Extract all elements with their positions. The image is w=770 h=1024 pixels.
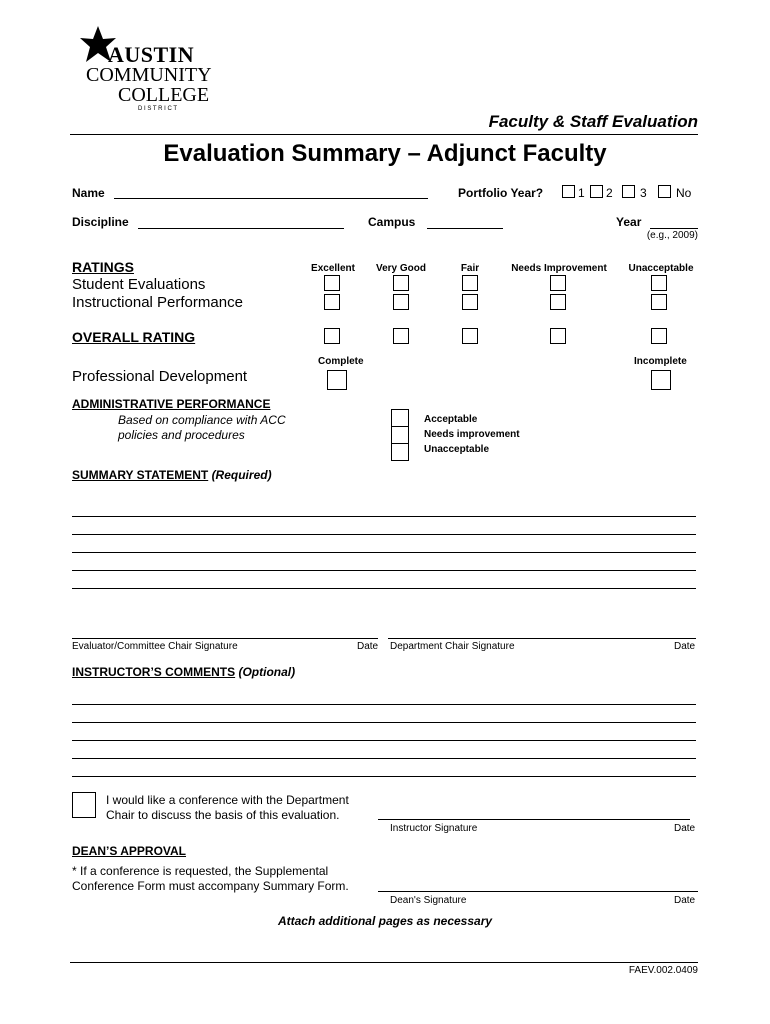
footer-rule bbox=[70, 962, 698, 963]
summary-qualifier: (Required) bbox=[211, 468, 272, 482]
college-logo bbox=[78, 24, 212, 114]
year-hint: (e.g., 2009) bbox=[646, 230, 698, 241]
admin-note-line2: policies and procedures bbox=[118, 428, 245, 442]
portfolio-option-no-label: No bbox=[676, 186, 692, 200]
overall-fair-checkbox[interactable] bbox=[462, 328, 478, 344]
portfolio-option-1-checkbox[interactable] bbox=[562, 185, 575, 198]
portfolio-option-3-checkbox[interactable] bbox=[622, 185, 635, 198]
instr-perf-excellent-checkbox[interactable] bbox=[324, 294, 340, 310]
instr-perf-needs-improvement-checkbox[interactable] bbox=[550, 294, 566, 310]
year-field-line[interactable] bbox=[650, 228, 698, 229]
rating-row-instructional-performance: Instructional Performance bbox=[72, 294, 243, 311]
dean-approval-heading: DEAN’S APPROVAL bbox=[72, 844, 187, 858]
admin-option-acceptable: Acceptable bbox=[424, 414, 478, 425]
evaluator-signature-line[interactable] bbox=[72, 638, 378, 639]
logo-line-district: D I S T R I C T bbox=[138, 106, 178, 112]
dept-signature-line[interactable] bbox=[388, 638, 696, 639]
summary-line-3[interactable] bbox=[72, 552, 696, 553]
admin-note-line1: Based on compliance with ACC bbox=[118, 413, 286, 427]
dept-signature-label: Department Chair Signature bbox=[390, 641, 515, 652]
portfolio-option-2-checkbox[interactable] bbox=[590, 185, 603, 198]
name-field-line[interactable] bbox=[114, 198, 428, 199]
form-code: FAEV.002.0409 bbox=[628, 965, 698, 976]
portfolio-label: Portfolio Year? bbox=[458, 186, 544, 200]
form-subtitle: Faculty & Staff Evaluation bbox=[488, 112, 698, 131]
dean-date-label: Date bbox=[674, 895, 696, 906]
summary-heading-text: SUMMARY STATEMENT bbox=[72, 468, 209, 482]
summary-line-1[interactable] bbox=[72, 516, 696, 517]
summary-heading bbox=[72, 468, 272, 482]
rating-row-student-evaluations: Student Evaluations bbox=[72, 276, 206, 293]
campus-label: Campus bbox=[368, 215, 416, 229]
professional-incomplete-checkbox[interactable] bbox=[651, 370, 671, 390]
complete-label: Complete bbox=[318, 356, 364, 367]
header-rule bbox=[70, 134, 698, 135]
page-title: Evaluation Summary – Adjunct Faculty bbox=[163, 140, 607, 167]
portfolio-option-no-checkbox[interactable] bbox=[658, 185, 671, 198]
rating-col-fair: Fair bbox=[460, 263, 480, 274]
attach-note: Attach additional pages as necessary bbox=[277, 914, 493, 928]
dean-signature-line[interactable] bbox=[378, 891, 698, 892]
admin-needs-improvement-checkbox[interactable] bbox=[391, 426, 409, 444]
evaluator-date-label: Date bbox=[357, 641, 379, 652]
dept-date-label: Date bbox=[674, 641, 696, 652]
comments-heading-text: INSTRUCTOR’S COMMENTS bbox=[72, 665, 236, 679]
incomplete-label: Incomplete bbox=[634, 356, 687, 367]
instructor-date-label: Date bbox=[674, 823, 696, 834]
dean-signature-label: Dean's Signature bbox=[390, 895, 467, 906]
comments-line-2[interactable] bbox=[72, 722, 696, 723]
conference-text-line2: Chair to discuss the basis of this evaluation. bbox=[106, 808, 340, 822]
rating-col-very-good: Very Good bbox=[375, 263, 426, 274]
instr-perf-fair-checkbox[interactable] bbox=[462, 294, 478, 310]
campus-field-line[interactable] bbox=[427, 228, 503, 229]
comments-line-3[interactable] bbox=[72, 740, 696, 741]
dean-note-line2: Conference Form must accompany Summary Form. bbox=[72, 879, 349, 893]
student-eval-unacceptable-checkbox[interactable] bbox=[651, 275, 667, 291]
instr-perf-unacceptable-checkbox[interactable] bbox=[651, 294, 667, 310]
discipline-label: Discipline bbox=[72, 215, 129, 229]
comments-heading bbox=[72, 665, 295, 679]
student-eval-needs-improvement-checkbox[interactable] bbox=[550, 275, 566, 291]
portfolio-option-2-label: 2 bbox=[606, 186, 613, 200]
summary-line-2[interactable] bbox=[72, 534, 696, 535]
year-label: Year bbox=[616, 215, 642, 229]
rating-col-needs-improvement: Needs Improvement bbox=[511, 263, 607, 274]
comments-qualifier: (Optional) bbox=[238, 665, 296, 679]
student-eval-excellent-checkbox[interactable] bbox=[324, 275, 340, 291]
logo-line-college: COLLEGE bbox=[118, 84, 210, 106]
admin-option-needs-improvement: Needs improvement bbox=[424, 429, 520, 440]
logo-line-community: COMMUNITY bbox=[86, 64, 212, 86]
student-eval-very-good-checkbox[interactable] bbox=[393, 275, 409, 291]
instr-perf-very-good-checkbox[interactable] bbox=[393, 294, 409, 310]
instructor-signature-label: Instructor Signature bbox=[390, 823, 478, 834]
portfolio-option-1-label: 1 bbox=[578, 186, 585, 200]
overall-very-good-checkbox[interactable] bbox=[393, 328, 409, 344]
professional-development-label: Professional Development bbox=[72, 368, 248, 385]
comments-line-1[interactable] bbox=[72, 704, 696, 705]
student-eval-fair-checkbox[interactable] bbox=[462, 275, 478, 291]
conference-text-line1: I would like a conference with the Department bbox=[106, 793, 349, 807]
instructor-signature-line[interactable] bbox=[378, 819, 690, 820]
overall-rating-heading: OVERALL RATING bbox=[72, 329, 196, 345]
evaluator-signature-label: Evaluator/Committee Chair Signature bbox=[72, 641, 238, 652]
rating-col-unacceptable: Unacceptable bbox=[628, 263, 694, 274]
overall-excellent-checkbox[interactable] bbox=[324, 328, 340, 344]
comments-line-5[interactable] bbox=[72, 776, 696, 777]
summary-line-5[interactable] bbox=[72, 588, 696, 589]
discipline-field-line[interactable] bbox=[138, 228, 344, 229]
rating-col-excellent: Excellent bbox=[311, 263, 355, 274]
conference-checkbox[interactable] bbox=[72, 792, 96, 818]
professional-complete-checkbox[interactable] bbox=[327, 370, 347, 390]
overall-needs-improvement-checkbox[interactable] bbox=[550, 328, 566, 344]
admin-acceptable-checkbox[interactable] bbox=[391, 409, 409, 427]
dean-note-line1: * If a conference is requested, the Supplemental bbox=[72, 864, 329, 878]
portfolio-option-3-label: 3 bbox=[640, 186, 647, 200]
summary-line-4[interactable] bbox=[72, 570, 696, 571]
admin-unacceptable-checkbox[interactable] bbox=[391, 443, 409, 461]
ratings-heading: RATINGS bbox=[72, 259, 134, 275]
logo-line-austin: AUSTIN bbox=[108, 42, 195, 67]
admin-performance-heading: ADMINISTRATIVE PERFORMANCE bbox=[72, 397, 271, 411]
comments-line-4[interactable] bbox=[72, 758, 696, 759]
admin-option-unacceptable: Unacceptable bbox=[424, 444, 490, 455]
overall-unacceptable-checkbox[interactable] bbox=[651, 328, 667, 344]
name-label: Name bbox=[72, 186, 105, 200]
